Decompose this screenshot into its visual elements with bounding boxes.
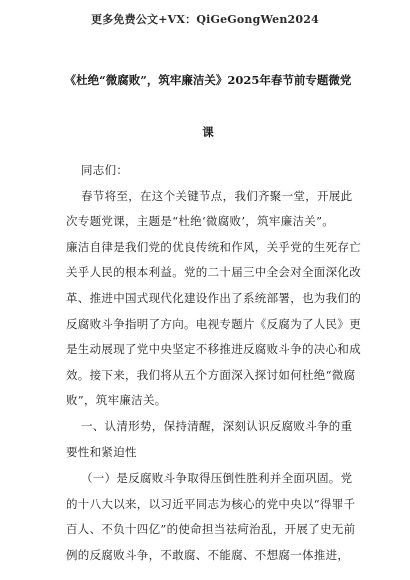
paragraph-line: 百人、不负十四亿”的使命担当祛疴治乱，开展了史无前 bbox=[66, 522, 356, 536]
paragraph-line: 效。接下来，我们将从五个方面深入探讨如何杜绝“微腐 bbox=[66, 368, 356, 382]
paragraph-line: 次专题党课，主题是“杜绝‘微腐败’，筑牢廉洁关”。 bbox=[66, 214, 335, 228]
section-heading: 一、认清形势，保持清醒，深刻认识反腐败斗争的重 bbox=[81, 419, 353, 433]
paragraph-line: 例的反腐败斗争，不敢腐、不能腐、不想腐一体推进， bbox=[66, 548, 350, 562]
document-title-line-1: 《杜绝“微腐败”，筑牢廉洁关》2025年春节前专题微党 bbox=[64, 73, 352, 87]
salutation: 同志们： bbox=[81, 163, 129, 177]
paragraph-line: 反腐败斗争指明了方向。电视专题片《反腐为了人民》更 bbox=[66, 317, 361, 331]
paragraph-line: 廉洁自律是我们党的优良传统和作风，关乎党的生死存亡 bbox=[66, 240, 361, 254]
section-heading: 要性和紧迫性 bbox=[66, 445, 137, 459]
paragraph-line: 革、推进中国式现代化建设作出了系统部署，也为我们的 bbox=[66, 291, 361, 305]
paragraph-line: 是生动展现了党中央坚定不移推进反腐败斗争的决心和成 bbox=[66, 342, 361, 356]
paragraph-line: 春节将至，在这个关键节点，我们齐聚一堂，开展此 bbox=[81, 189, 353, 203]
paragraph-line: 关乎人民的根本利益。党的二十届三中全会对全面深化改 bbox=[66, 265, 361, 279]
paragraph-line: 的十八大以来，以习近平同志为核心的党中央以“得罪千 bbox=[66, 497, 356, 511]
header-banner: 更多免费公文+VX：QiGeGongWen2024 bbox=[91, 13, 319, 26]
document-title-line-2: 课 bbox=[202, 125, 214, 139]
paragraph-line: （一）是反腐败斗争取得压倒性胜利并全面巩固。党 bbox=[81, 471, 353, 485]
paragraph-line: 败”，筑牢廉洁关。 bbox=[66, 393, 167, 407]
